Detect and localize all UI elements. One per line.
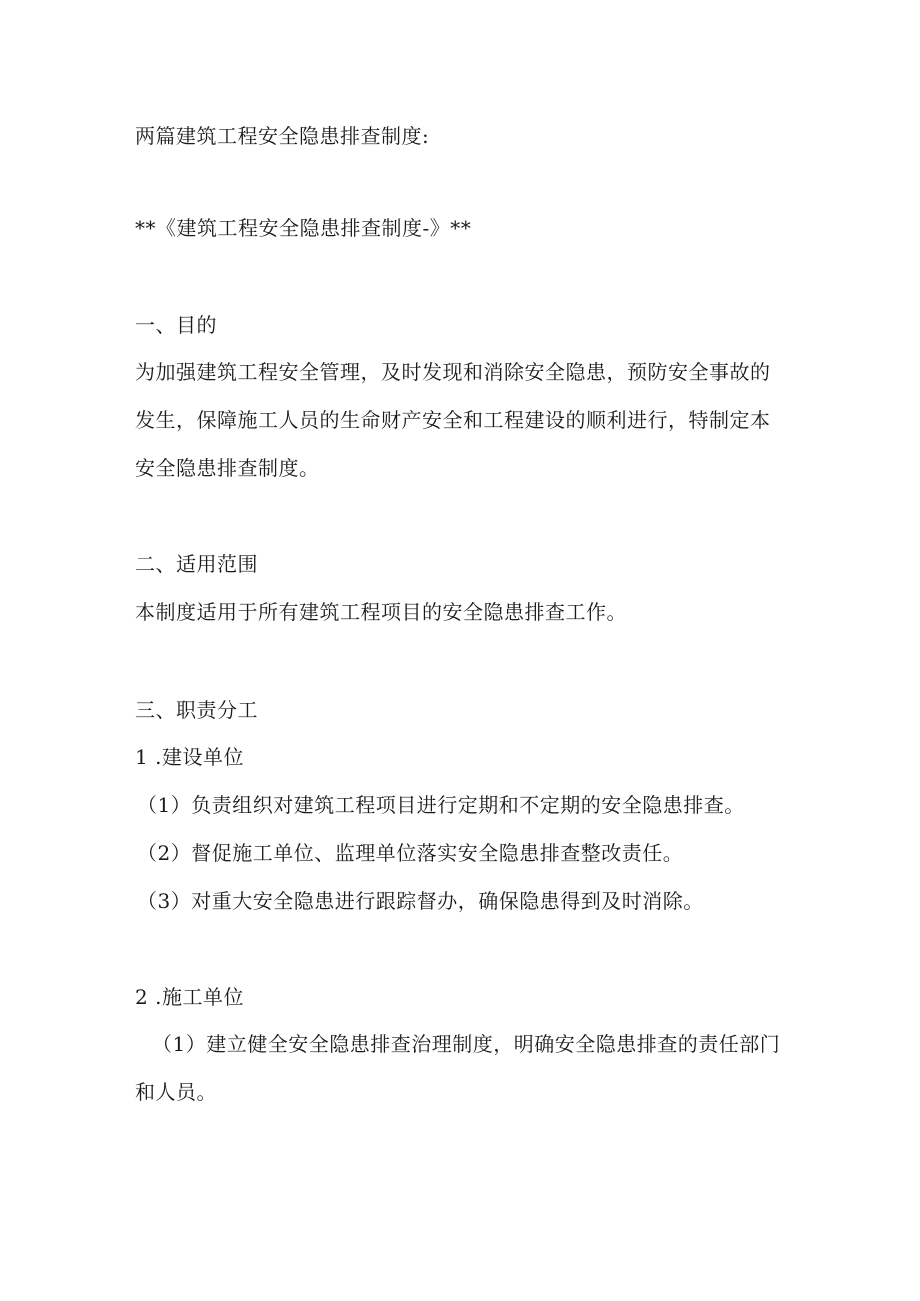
paragraph-line: 安全隐患排查制度。 (135, 456, 320, 480)
section-heading-duties: 三、职责分工 (135, 698, 258, 722)
document-title: **《建筑工程安全隐患排查制度-》** (135, 216, 472, 240)
list-item: （1）建立健全安全隐患排查治理制度，明确安全隐患排查的责任部门 (152, 1032, 781, 1056)
list-item: （2）督促施工单位、监理单位落实安全隐患排查整改责任。 (137, 841, 684, 865)
subsection-heading-construction-unit: 1 .建设单位 (135, 745, 244, 769)
section-heading-scope: 二、适用范围 (135, 552, 258, 576)
section-heading-purpose: 一、目的 (135, 313, 217, 337)
document-intro: 两篇建筑工程安全隐患排查制度: (135, 124, 430, 148)
list-item: （1）负责组织对建筑工程项目进行定期和不定期的安全隐患排查。 (137, 793, 745, 817)
list-item-continuation: 和人员。 (135, 1080, 217, 1104)
list-item: （3）对重大安全隐患进行跟踪督办，确保隐患得到及时消除。 (137, 889, 704, 913)
subsection-heading-builder-unit: 2 .施工单位 (135, 985, 244, 1009)
paragraph-line: 发生，保障施工人员的生命财产安全和工程建设的顺利进行，特制定本 (135, 408, 771, 432)
paragraph-line: 本制度适用于所有建筑工程项目的安全隐患排查工作。 (135, 600, 627, 624)
paragraph-line: 为加强建筑工程安全管理，及时发现和消除安全隐患，预防安全事故的 (135, 360, 771, 384)
